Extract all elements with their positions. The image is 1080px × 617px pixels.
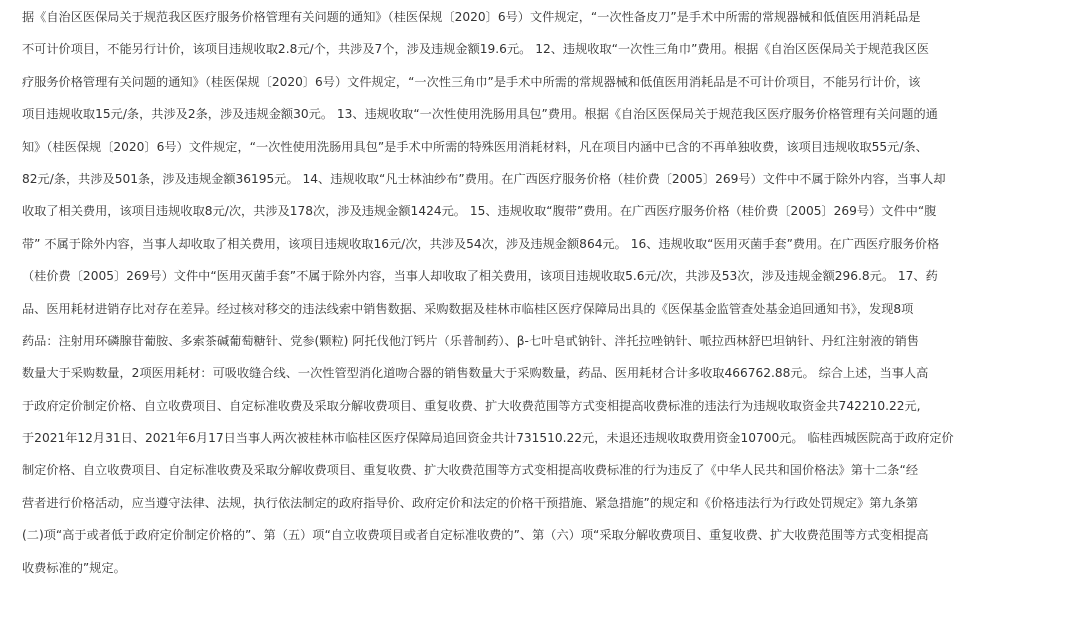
paragraph-line: 制定价格、自立收费项目、自定标准收费及采取分解收费项目、重复收费、扩大收费范围等方式变相提高收费标准的行为违反了《中华人民共和国价格法》第十二条“经 (22, 463, 919, 478)
paragraph-line: 不可计价项目，不能另行计价，该项目违规收取2.8元/个，共涉及7个，涉及违规金额19.6元。 12、违规收取“一次性三角巾”费用。根据《自治区医保局关于规范我区医 (22, 42, 929, 57)
document-body (22, 1, 1058, 584)
paragraph-line: 项目违规收取15元/条，共涉及2条，涉及违规金额30元。 13、违规收取“一次性使用洗肠用具包”费用。根据《自治区医保局关于规范我区医疗服务价格管理有关问题的通 (22, 107, 938, 122)
paragraph-line: (二)项“高于或者低于政府定价制定价格的”、第（五）项“自立收费项目或者自定标准收费的”、第（六）项“采取分解收费项目、重复收费、扩大收费范围等方式变相提高 (22, 528, 929, 543)
paragraph-line: 据《自治区医保局关于规范我区医疗服务价格管理有关问题的通知》（桂医保规〔2020〕6号）文件规定，“一次性备皮刀”是手术中所需的常规器械和低值医用消耗品是 (22, 10, 921, 24)
paragraph-line: 于政府定价制定价格、自立收费项目、自定标准收费及采取分解收费项目、重复收费、扩大收费范围等方式变相提高收费标准的违法行为违规收取资金共742210.22元, (22, 398, 921, 413)
paragraph-line: 带” 不属于除外内容，当事人却收取了相关费用，该项目违规收取16元/次，共涉及54次，涉及违规金额864元。 16、违规收取“医用灭菌手套”费用。在广西医疗服务价格 (22, 236, 940, 251)
paragraph-line: 于2021年12月31日、2021年6月17日当事人两次被桂林市临桂区医疗保障局追回资金共计731510.22元，未退还违规收取费用资金10700元。 临桂西城医院高于政府定价 (22, 431, 954, 446)
paragraph-line: （桂价费〔2005〕269号）文件中“医用灭菌手套”不属于除外内容，当事人却收取了相关费用，该项目违规收取5.6元/次，共涉及53次，涉及违规金额296.8元。 17、药 (22, 269, 938, 284)
paragraph-line: 82元/条，共涉及501条，涉及违规金额36195元。 14、违规收取“凡士林油纱布”费用。在广西医疗服务价格（桂价费〔2005〕269号）文件中不属于除外内容，当事人却 (22, 171, 946, 186)
paragraph-line: 数量大于采购数量，2项医用耗材：可吸收缝合线、一次性管型消化道吻合器的销售数量大于采购数量，药品、医用耗材合计多收取466762.88元。 综合上述，当事人高 (22, 366, 929, 381)
paragraph-line: 疗服务价格管理有关问题的通知》（桂医保规〔2020〕6号）文件规定，“一次性三角巾”是手术中所需的常规器械和低值医用消耗品是不可计价项目，不能另行计价，该 (22, 74, 921, 89)
paragraph-line: 品、医用耗材进销存比对存在差异。经过核对移交的违法线索中销售数据、采购数据及桂林市临桂区医疗保障局出具的《医保基金监管查处基金追回通知书》，发现8项 (22, 301, 914, 316)
paragraph-line: 收取了相关费用，该项目违规收取8元/次，共涉及178次，涉及违规金额1424元。 15、违规收取“腹带”费用。在广西医疗服务价格（桂价费〔2005〕269号）文件中“腹 (22, 204, 937, 219)
paragraph-line: 药品：注射用环磷腺苷葡胺、多索茶碱葡萄糖针、党参(颗粒) 阿托伐他汀钙片（乐普制药）、β-七叶皂甙钠针、泮托拉唑钠针、哌拉西林舒巴坦钠针、丹红注射液的销售 (22, 333, 919, 348)
paragraph-line: 收费标准的”规定。 (22, 560, 126, 575)
paragraph-line: 营者进行价格活动，应当遵守法律、法规，执行依法制定的政府指导价、政府定价和法定的价格干预措施、紧急措施”的规定和《价格违法行为行政处罚规定》第九条第 (22, 495, 919, 510)
paragraph-line: 知》（桂医保规〔2020〕6号）文件规定，“一次性使用洗肠用具包”是手术中所需的特殊医用消耗材料，凡在项目内涵中已含的不再单独收费，该项目违规收取55元/条、 (22, 139, 928, 154)
